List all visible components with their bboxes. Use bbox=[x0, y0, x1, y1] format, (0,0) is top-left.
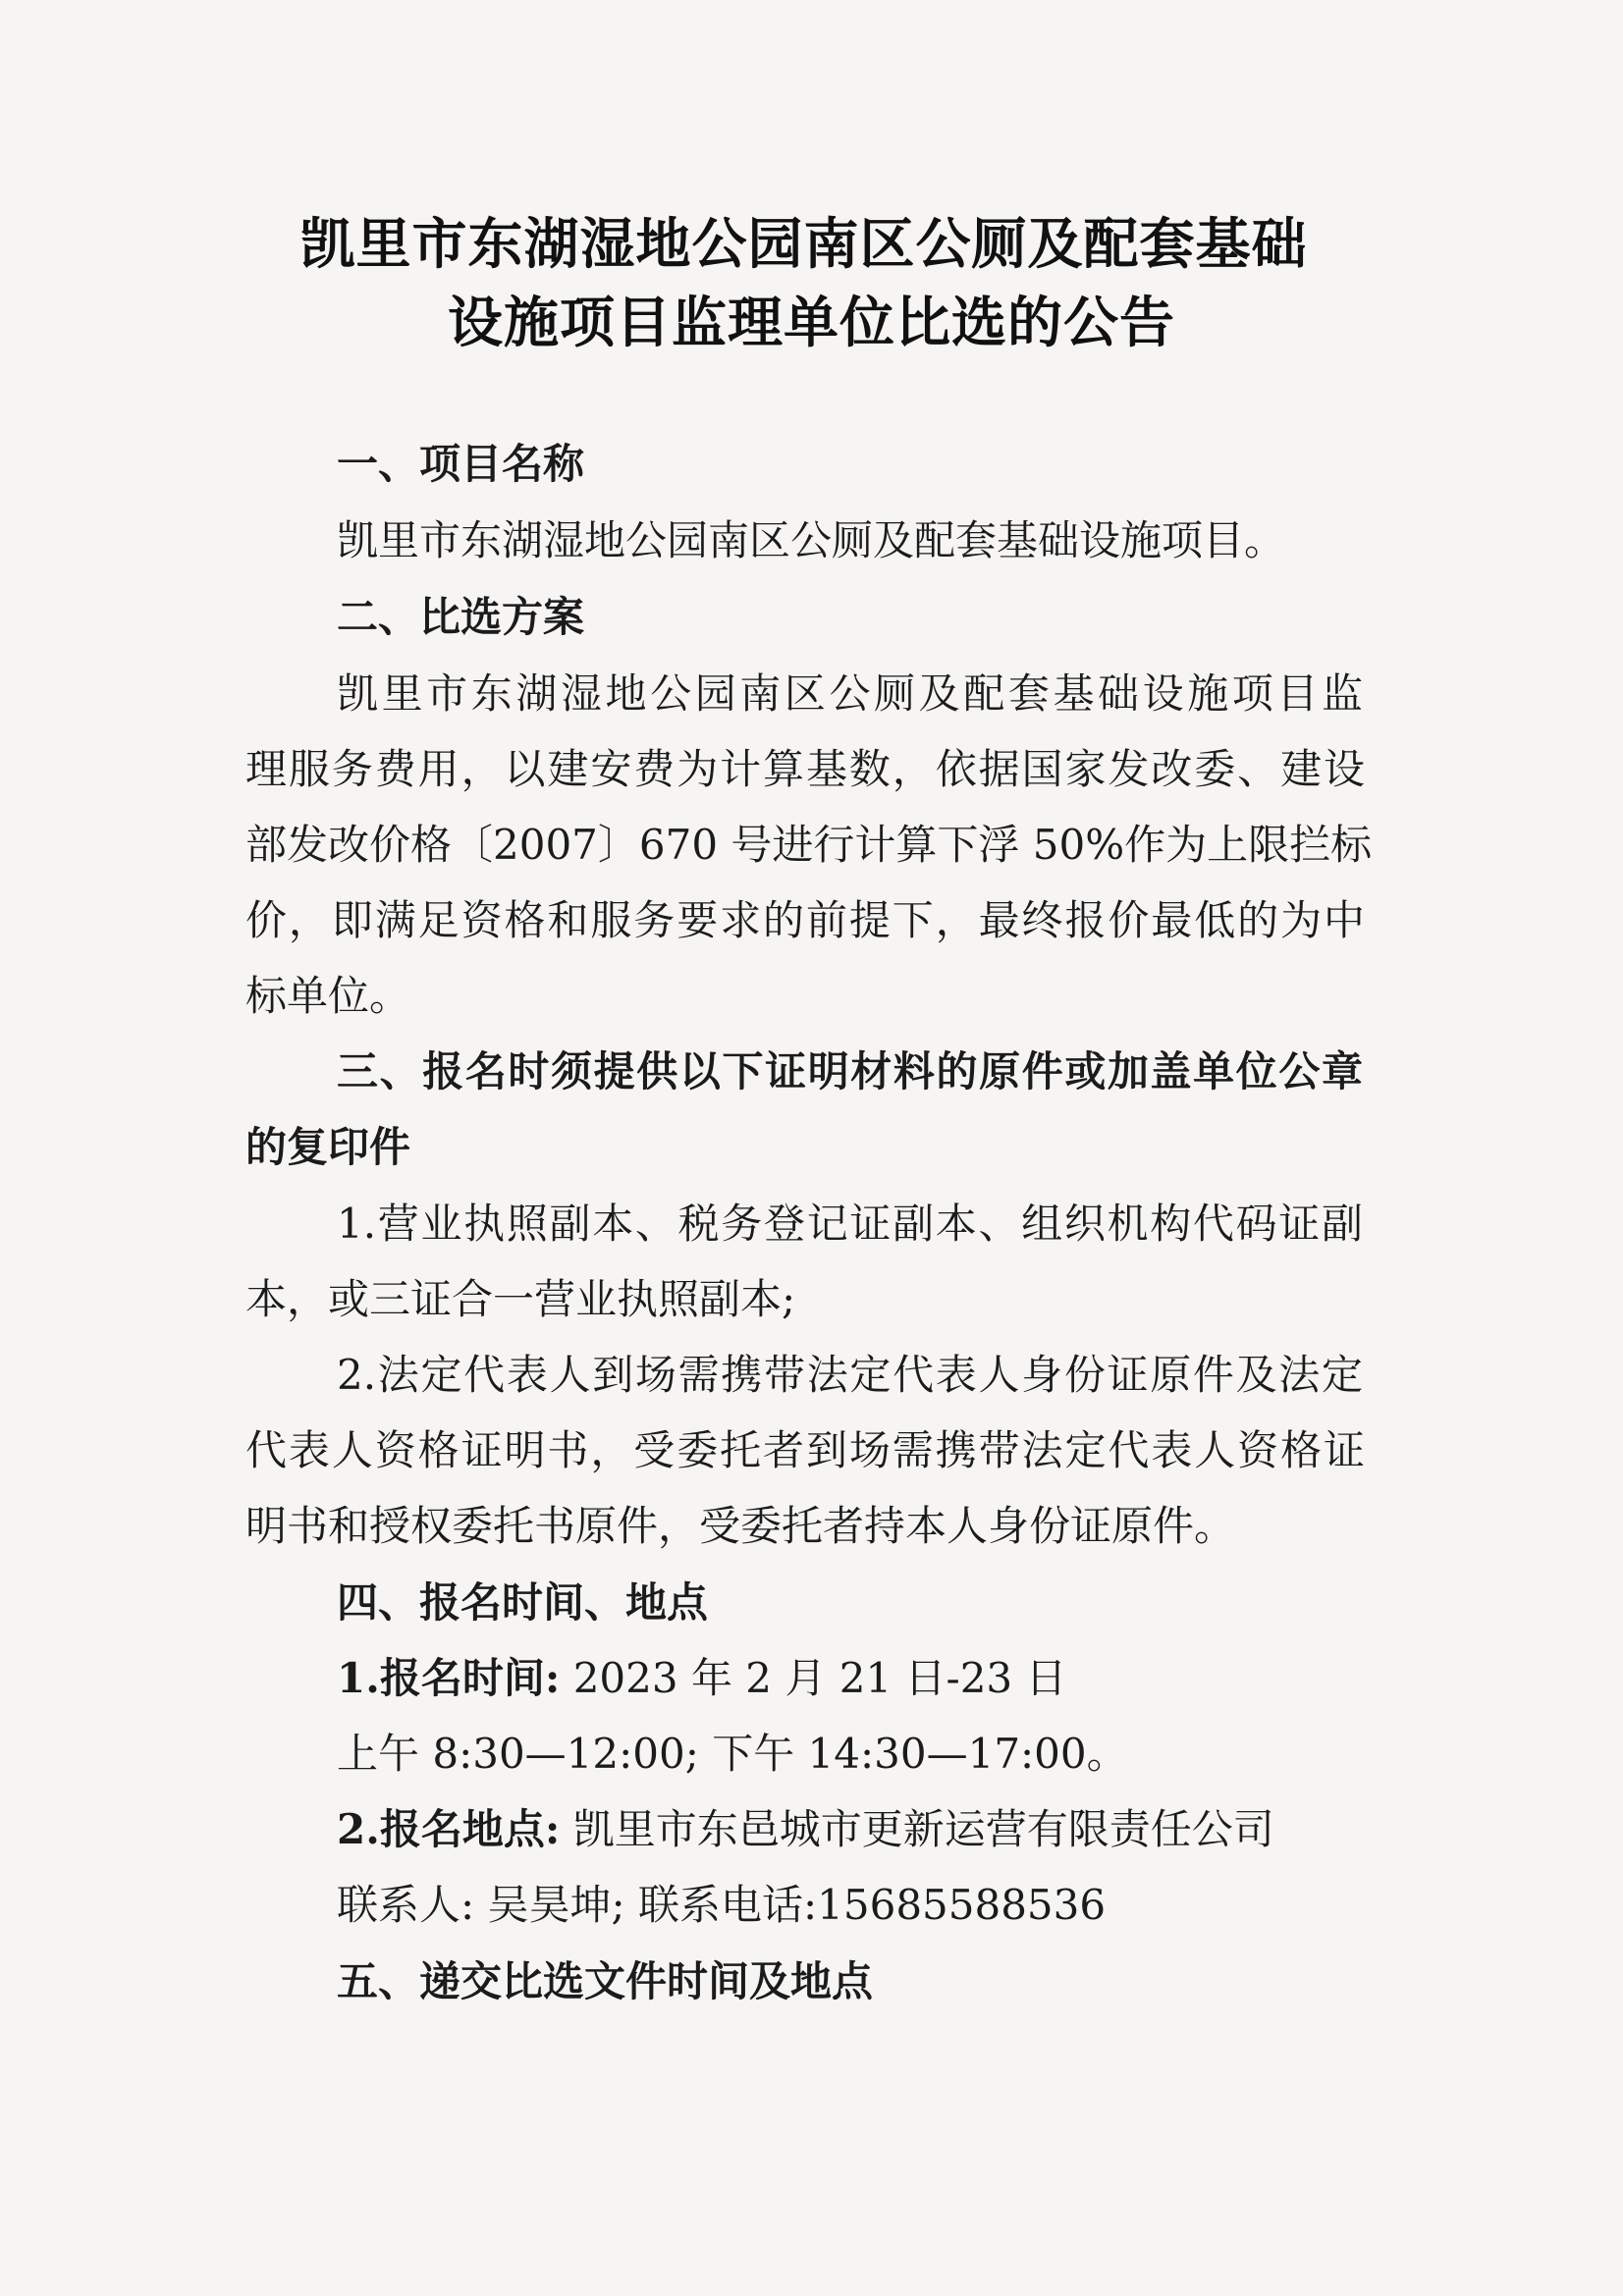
section-2-paragraph-line: 凯里市东湖湿地公园南区公厕及配套基础设施项目监 bbox=[337, 669, 1363, 718]
registration-hours: 上午 8:30—12:00; 下午 14:30—17:00。 bbox=[337, 1730, 1128, 1778]
registration-time-row bbox=[337, 1654, 1067, 1702]
section-3-item-line: 本，或三证合一营业执照副本; bbox=[245, 1275, 796, 1323]
registration-place-label: 2.报名地点: bbox=[337, 1805, 561, 1853]
section-3-heading: 三、报名时须提供以下证明材料的原件或加盖单位公章 bbox=[337, 1047, 1363, 1095]
section-3-item-line: 2.法定代表人到场需携带法定代表人身份证原件及法定 bbox=[337, 1351, 1363, 1399]
registration-place-row bbox=[337, 1805, 1274, 1853]
document-title-line-2: 设施项目监理单位比选的公告 bbox=[448, 291, 1175, 355]
section-3-item-line: 代表人资格证明书，受委托者到场需携带法定代表人资格证 bbox=[245, 1426, 1365, 1474]
section-2-heading: 二、比选方案 bbox=[337, 593, 585, 641]
section-2-paragraph-line: 部发改价格〔2007〕670 号进行计算下浮 50%作为上限拦标 bbox=[245, 821, 1373, 869]
section-3-heading-continued: 的复印件 bbox=[245, 1123, 411, 1171]
section-1-heading: 一、项目名称 bbox=[337, 440, 585, 488]
section-2-paragraph-line: 理服务费用，以建安费为计算基数，依据国家发改委、建设 bbox=[245, 745, 1365, 793]
registration-place-value: 凯里市东邑城市更新运营有限责任公司 bbox=[560, 1805, 1274, 1853]
contact-info: 联系人: 吴昊坤; 联系电话:15685588536 bbox=[337, 1881, 1107, 1929]
section-5-heading: 五、递交比选文件时间及地点 bbox=[337, 1957, 874, 2005]
section-1-text: 凯里市东湖湿地公园南区公厕及配套基础设施项目。 bbox=[337, 516, 1286, 564]
document-title-line-1: 凯里市东湖湿地公园南区公厕及配套基础 bbox=[299, 212, 1308, 277]
section-4-heading: 四、报名时间、地点 bbox=[337, 1578, 709, 1627]
section-2-paragraph-line: 标单位。 bbox=[245, 972, 411, 1020]
registration-time-value: 2023 年 2 月 21 日-23 日 bbox=[560, 1654, 1067, 1702]
section-3-item-line: 1.营业执照副本、税务登记证副本、组织机构代码证副 bbox=[337, 1200, 1363, 1248]
section-2-paragraph-line: 价，即满足资格和服务要求的前提下，最终报价最低的为中 bbox=[245, 896, 1365, 944]
registration-time-label: 1.报名时间: bbox=[337, 1654, 561, 1702]
section-3-item-line: 明书和授权委托书原件，受委托者持本人身份证原件。 bbox=[245, 1502, 1236, 1550]
